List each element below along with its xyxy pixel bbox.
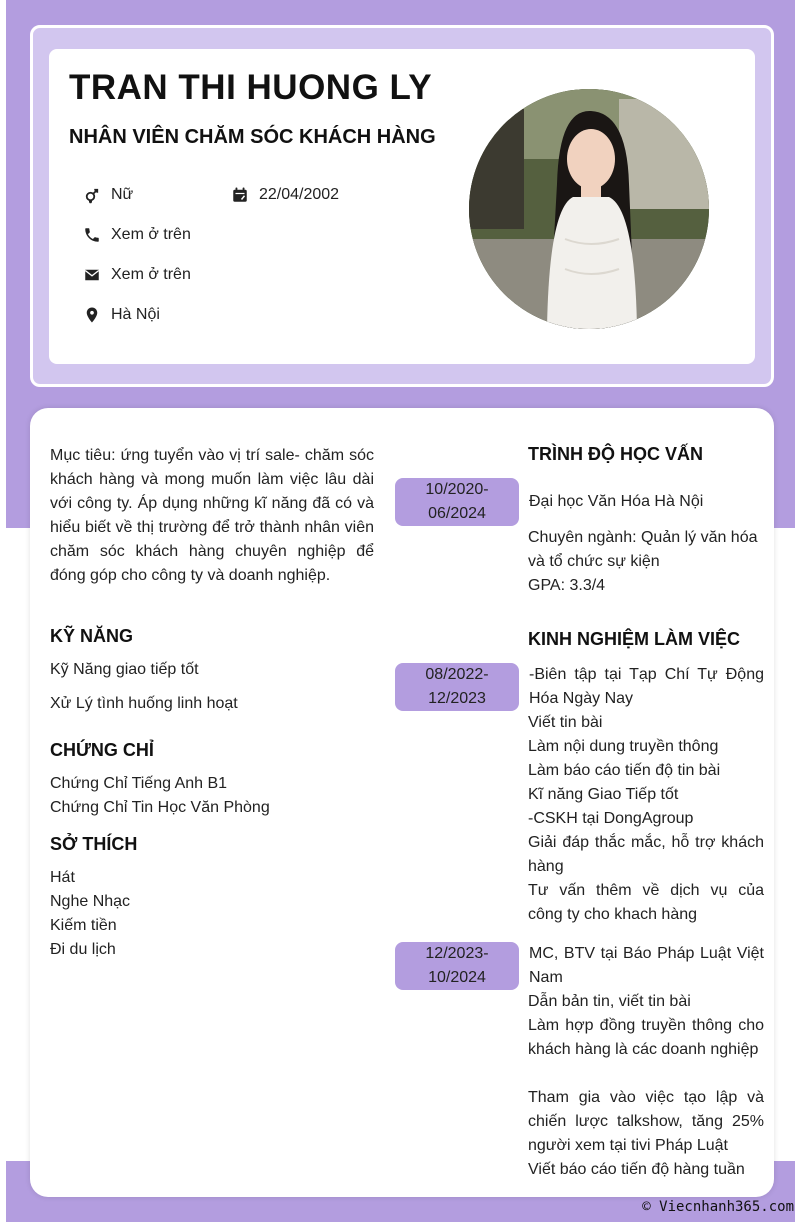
mail-icon — [83, 266, 101, 284]
job-date-badge — [395, 942, 519, 990]
job-detail: Viết báo cáo tiến độ hàng tuần — [528, 1161, 745, 1178]
dob-info — [231, 186, 339, 204]
job-detail: Kĩ năng Giao Tiếp tốt — [528, 786, 679, 803]
address-info — [83, 306, 160, 324]
job-detail: -CSKH tại DongAgroup — [528, 810, 694, 827]
profile-photo — [469, 89, 709, 329]
job-date-end: 12/2023 — [428, 690, 486, 707]
job-date-start: 12/2023- — [425, 945, 489, 962]
certificates-heading: CHỨNG CHỈ — [50, 740, 154, 760]
profile-photo-drawing — [469, 89, 709, 329]
education-date-start: 10/2020- — [425, 481, 489, 498]
education-date-end: 06/2024 — [428, 505, 486, 522]
hobby-item: Kiếm tiền — [50, 917, 117, 934]
hobby-item: Đi du lịch — [50, 941, 116, 958]
experience-heading: KINH NGHIỆM LÀM VIỆC — [528, 629, 741, 649]
gender-info — [83, 186, 133, 204]
address-text: Hà Nội — [111, 306, 160, 323]
job-detail: Làm hợp đồng truyền thông cho khách hàng là các doanh nghiệp — [528, 1017, 764, 1058]
certificate-item: Chứng Chỉ Tiếng Anh B1 — [50, 775, 228, 792]
job-detail: Giải đáp thắc mắc, hỗ trợ khách hàng — [528, 834, 764, 875]
job-detail: Làm nội dung truyền thông — [528, 738, 719, 755]
job-date-badge — [395, 663, 519, 711]
job-title: NHÂN VIÊN CHĂM SÓC KHÁCH HÀNG — [69, 126, 436, 148]
job-role: -Biên tập tại Tạp Chí Tự Động Hóa Ngày Nay — [529, 666, 764, 707]
calendar-icon — [231, 186, 249, 204]
skill-item: Xử Lý tình huống linh hoạt — [50, 695, 238, 712]
footer-credit: © Viecnhanh365.com — [642, 1199, 794, 1215]
phone-icon — [83, 226, 101, 244]
skill-item: Kỹ Năng giao tiếp tốt — [50, 661, 199, 678]
education-gpa: GPA: 3.3/4 — [528, 577, 606, 594]
career-objective: Mục tiêu: ứng tuyển vào vị trí sale- chăm sóc khách hàng và mong muốn làm việc lâu dài với công ty. Áp dụng những kĩ năng đã có và hiểu biết về thị trường để trở thành nhân viên chăm sóc khách hàng chuyên nghiệp để đóng góp cho công ty và doanh nghiệp. — [50, 447, 374, 584]
location-pin-icon — [83, 306, 101, 324]
job-detail: Viết tin bài — [528, 714, 603, 731]
gender-text: Nữ — [111, 186, 134, 203]
candidate-name: TRAN THI HUONG LY — [69, 68, 433, 107]
job-detail: Tham gia vào việc tạo lập và chiến lược talkshow, tăng 25% người xem tại tivi Pháp Luật — [528, 1089, 764, 1154]
job-role: MC, BTV tại Báo Pháp Luật Việt Nam — [529, 945, 764, 986]
skills-heading: KỸ NĂNG — [50, 626, 134, 646]
hobbies-heading: SỞ THÍCH — [50, 834, 138, 854]
job-detail: Dẫn bản tin, viết tin bài — [528, 993, 691, 1010]
job-date-start: 08/2022- — [425, 666, 489, 683]
certificate-item: Chứng Chỉ Tin Học Văn Phòng — [50, 799, 270, 816]
email-info — [83, 266, 191, 284]
education-major: Chuyên ngành: Quản lý văn hóa và tổ chức sự kiện — [528, 529, 758, 570]
gender-icon — [83, 186, 101, 204]
phone-text: Xem ở trên — [111, 226, 191, 243]
email-text: Xem ở trên — [111, 266, 191, 283]
phone-info — [83, 226, 191, 244]
education-date-badge — [395, 478, 519, 526]
hobby-item: Nghe Nhạc — [50, 893, 131, 910]
job-detail: Tư vấn thêm về dịch vụ của công ty cho khach hàng — [528, 882, 764, 923]
dob-text: 22/04/2002 — [259, 186, 340, 203]
hobby-item: Hát — [50, 869, 75, 886]
job-detail: Làm báo cáo tiến độ tin bài — [528, 762, 721, 779]
education-school: Đại học Văn Hóa Hà Nội — [529, 493, 704, 510]
job-date-end: 10/2024 — [428, 969, 486, 986]
education-heading: TRÌNH ĐỘ HỌC VẤN — [528, 444, 703, 464]
